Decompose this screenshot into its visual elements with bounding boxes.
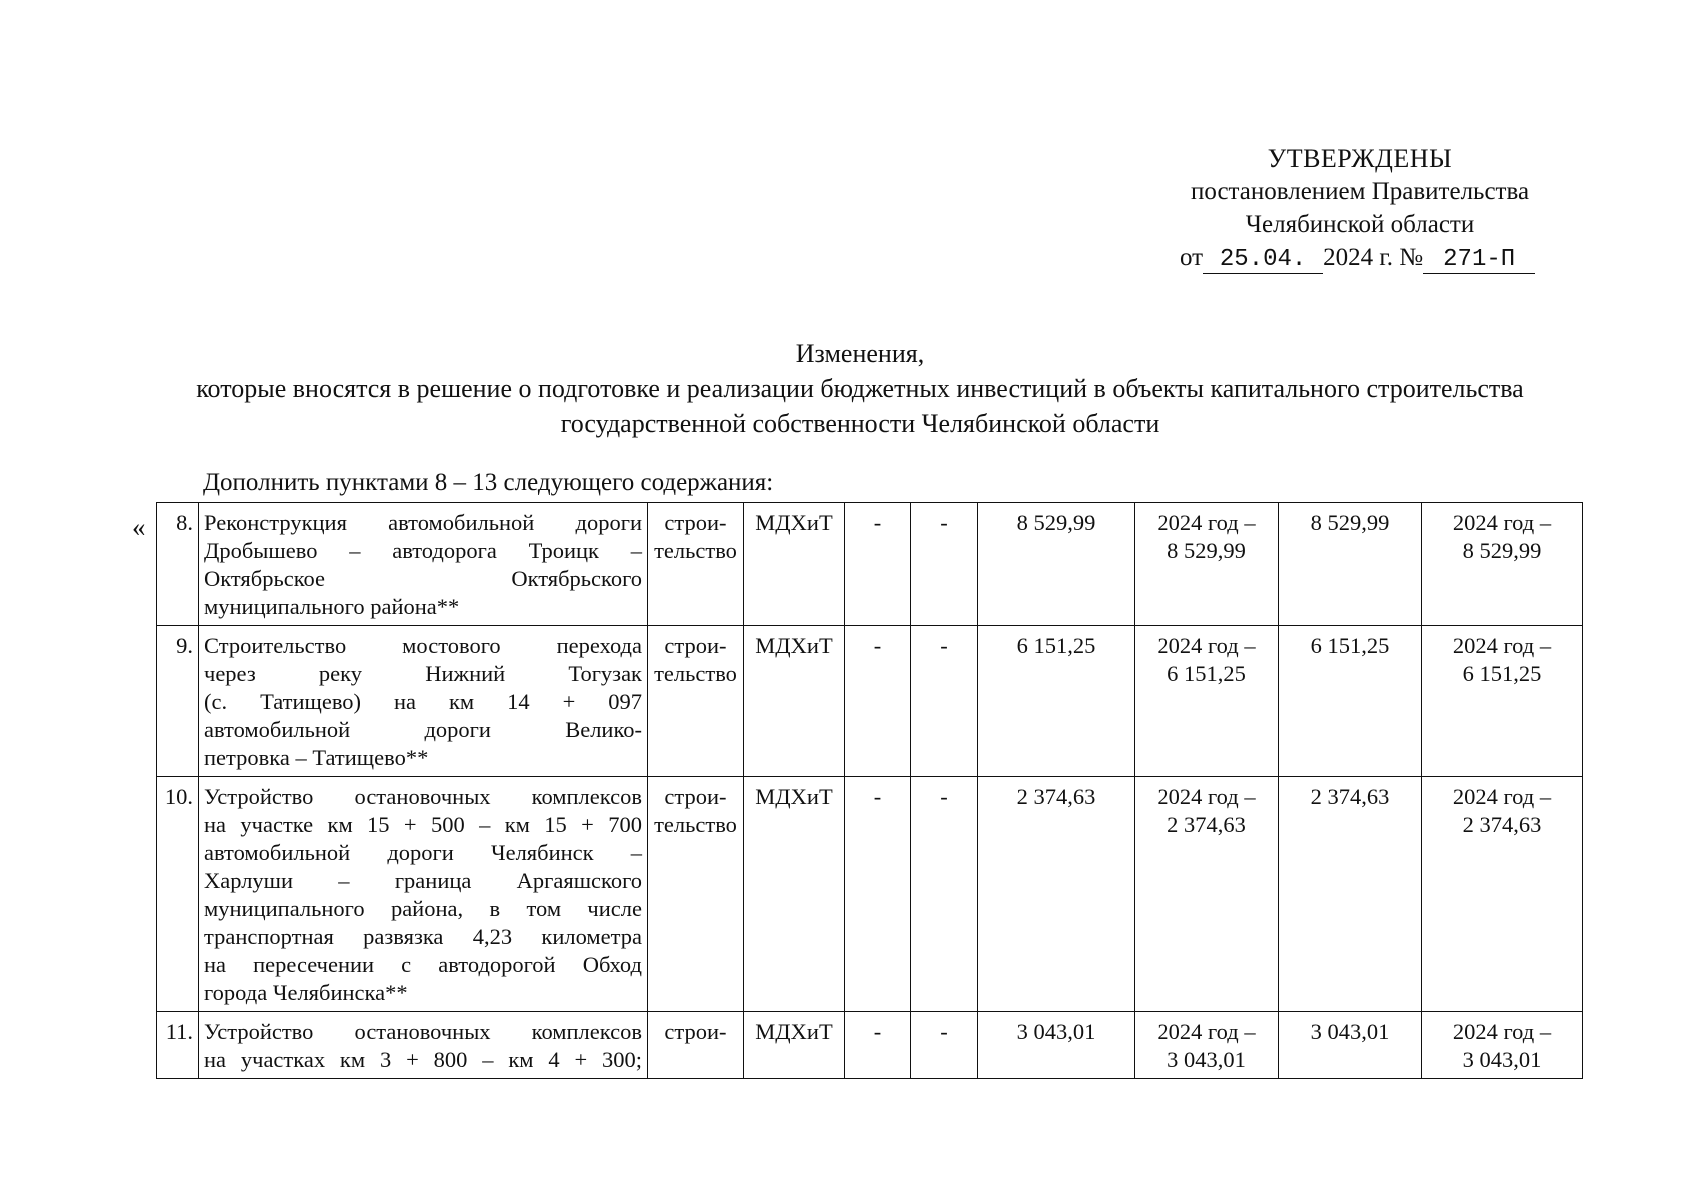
total-cost <box>978 626 1135 777</box>
work-type-line: тельство <box>654 812 737 837</box>
yearly-cost-line: 2 374,63 <box>1167 812 1246 837</box>
yearly-cost <box>1135 626 1279 777</box>
object-name <box>199 1012 648 1079</box>
table-body <box>157 503 1583 1079</box>
table-row <box>157 626 1583 777</box>
row-number <box>157 626 199 777</box>
approval-date-line <box>1150 241 1570 274</box>
dash-text: - <box>940 510 948 535</box>
object-name <box>199 777 648 1012</box>
date-value: 25.04. <box>1203 247 1323 274</box>
object-name-line: через реку Нижний Тогузак <box>204 661 642 686</box>
empty-value-1 <box>845 777 911 1012</box>
work-type-line: строи- <box>664 784 727 809</box>
work-type-line: тельство <box>654 661 737 686</box>
budget-investment-text: 3 043,01 <box>1310 1019 1390 1044</box>
title-line-1: Изменения, <box>795 339 925 368</box>
responsible-org-text: МДХиТ <box>755 784 833 809</box>
object-name-line: Устройство остановочных комплексов <box>204 784 642 809</box>
work-type-line: строи- <box>664 633 727 658</box>
budget-investment <box>1279 503 1422 626</box>
work-type <box>648 503 744 626</box>
title-line-3: государственной собственности Челябинской области <box>560 409 1160 438</box>
decree-number: 271-П <box>1423 247 1535 274</box>
dash-text: - <box>940 1019 948 1044</box>
investment-table <box>156 502 1583 1079</box>
document-title <box>100 336 1620 441</box>
object-name-line: петровка – Татищево** <box>204 745 429 770</box>
total-cost <box>978 1012 1135 1079</box>
responsible-org-text: МДХиТ <box>755 1019 833 1044</box>
table-row <box>157 777 1583 1012</box>
yearly-cost-line: 2024 год – <box>1157 633 1256 658</box>
empty-value-2 <box>911 777 978 1012</box>
object-name-line: Дробышево – автодорога Троицк – <box>204 538 642 563</box>
yearly-cost-line: 2024 год – <box>1157 784 1256 809</box>
yearly-budget-line: 3 043,01 <box>1462 1047 1542 1072</box>
object-name-line: Харлуши – граница Аргаяшского <box>204 868 642 893</box>
object-name-line: Устройство остановочных комплексов <box>204 1019 642 1044</box>
yearly-budget-line: 2024 год – <box>1452 510 1552 535</box>
yearly-budget <box>1422 777 1583 1012</box>
yearly-cost-line: 6 151,25 <box>1167 661 1246 686</box>
yearly-cost <box>1135 1012 1279 1079</box>
empty-value-1 <box>845 626 911 777</box>
responsible-org-text: МДХиТ <box>755 510 833 535</box>
budget-investment <box>1279 777 1422 1012</box>
work-type <box>648 626 744 777</box>
responsible-org <box>744 503 845 626</box>
row-number-text: 8. <box>176 510 193 535</box>
year-suffix: 2024 г. № <box>1323 244 1424 271</box>
row-number <box>157 777 199 1012</box>
responsible-org <box>744 1012 845 1079</box>
object-name-line: на пересечении с автодорогой Обход <box>204 952 642 977</box>
object-name-line: Октябрьское Октябрьского <box>204 566 642 591</box>
work-type <box>648 777 744 1012</box>
approval-heading: УТВЕРЖДЕНЫ <box>1267 144 1453 173</box>
object-name-line: на участках км 3 + 800 – км 4 + 300; <box>204 1047 642 1072</box>
table-row <box>157 503 1583 626</box>
table-row <box>157 1012 1583 1079</box>
empty-value-2 <box>911 503 978 626</box>
empty-value-2 <box>911 626 978 777</box>
object-name-line: на участке км 15 + 500 – км 15 + 700 <box>204 812 642 837</box>
total-cost-text: 6 151,25 <box>1016 633 1096 658</box>
dash-text: - <box>873 784 882 809</box>
budget-investment-text: 8 529,99 <box>1310 510 1390 535</box>
total-cost <box>978 777 1135 1012</box>
yearly-budget <box>1422 1012 1583 1079</box>
approval-line-1: постановлением Правительства <box>1190 178 1530 205</box>
yearly-cost-line: 3 043,01 <box>1167 1047 1246 1072</box>
object-name-line: автомобильной дороги Велико- <box>204 717 642 742</box>
budget-investment <box>1279 626 1422 777</box>
work-type-line: строи- <box>664 510 727 535</box>
date-prefix: от <box>1180 244 1204 271</box>
responsible-org <box>744 777 845 1012</box>
work-type-line: тельство <box>654 538 737 563</box>
yearly-budget-line: 6 151,25 <box>1462 661 1542 686</box>
object-name-line: автомобильной дороги Челябинск – <box>204 840 642 865</box>
yearly-cost-line: 2024 год – <box>1157 510 1256 535</box>
object-name <box>199 626 648 777</box>
row-number-text: 11. <box>165 1019 193 1044</box>
object-name-line: Реконструкция автомобильной дороги <box>204 510 642 535</box>
empty-value-1 <box>845 503 911 626</box>
object-name-line: (с. Татищево) на км 14 + 097 <box>204 689 642 714</box>
budget-investment-text: 2 374,63 <box>1310 784 1390 809</box>
total-cost <box>978 503 1135 626</box>
total-cost-text: 3 043,01 <box>1016 1019 1096 1044</box>
row-number <box>157 503 199 626</box>
row-number-text: 10. <box>164 784 193 809</box>
approval-line-2: Челябинской области <box>1245 211 1475 238</box>
work-type-line <box>653 1046 738 1074</box>
yearly-cost <box>1135 777 1279 1012</box>
yearly-budget-line: 2024 год – <box>1452 633 1552 658</box>
dash-text: - <box>940 633 948 658</box>
yearly-budget <box>1422 626 1583 777</box>
yearly-cost-line: 2024 год – <box>1157 1019 1256 1044</box>
yearly-budget <box>1422 503 1583 626</box>
title-line-2: которые вносятся в решение о подготовке и реализации бюджетных инвестиций в объекты капитального строительства <box>196 374 1524 403</box>
total-cost-text: 8 529,99 <box>1016 510 1096 535</box>
work-type <box>648 1012 744 1079</box>
dash-text: - <box>873 1019 882 1044</box>
yearly-budget-line: 2024 год – <box>1452 1019 1552 1044</box>
yearly-budget-line: 8 529,99 <box>1462 538 1542 563</box>
empty-value-1 <box>845 1012 911 1079</box>
object-name-line: муниципального района** <box>204 594 460 619</box>
yearly-budget-line: 2 374,63 <box>1462 812 1542 837</box>
yearly-cost-line: 8 529,99 <box>1167 538 1246 563</box>
object-name-line: Строительство мостового перехода <box>204 633 642 658</box>
object-name-line: города Челябинска** <box>204 980 408 1005</box>
approval-stamp <box>1150 142 1570 274</box>
responsible-org-text: МДХиТ <box>755 633 833 658</box>
dash-text: - <box>940 784 948 809</box>
object-name <box>199 503 648 626</box>
row-number-text: 9. <box>176 633 193 658</box>
responsible-org <box>744 626 845 777</box>
empty-value-2 <box>911 1012 978 1079</box>
yearly-budget-line: 2024 год – <box>1452 784 1552 809</box>
opening-quote: « <box>132 512 146 542</box>
object-name-line: транспортная развязка 4,23 километра <box>204 924 642 949</box>
budget-investment <box>1279 1012 1422 1079</box>
yearly-cost <box>1135 503 1279 626</box>
budget-investment-text: 6 151,25 <box>1310 633 1390 658</box>
intro-text: Дополнить пунктами 8 – 13 следующего содержания: <box>203 469 774 496</box>
row-number <box>157 1012 199 1079</box>
dash-text: - <box>873 510 882 535</box>
work-type-line: строи- <box>664 1019 727 1044</box>
object-name-line: муниципального района, в том числе <box>204 896 642 921</box>
dash-text: - <box>873 633 882 658</box>
total-cost-text: 2 374,63 <box>1016 784 1096 809</box>
